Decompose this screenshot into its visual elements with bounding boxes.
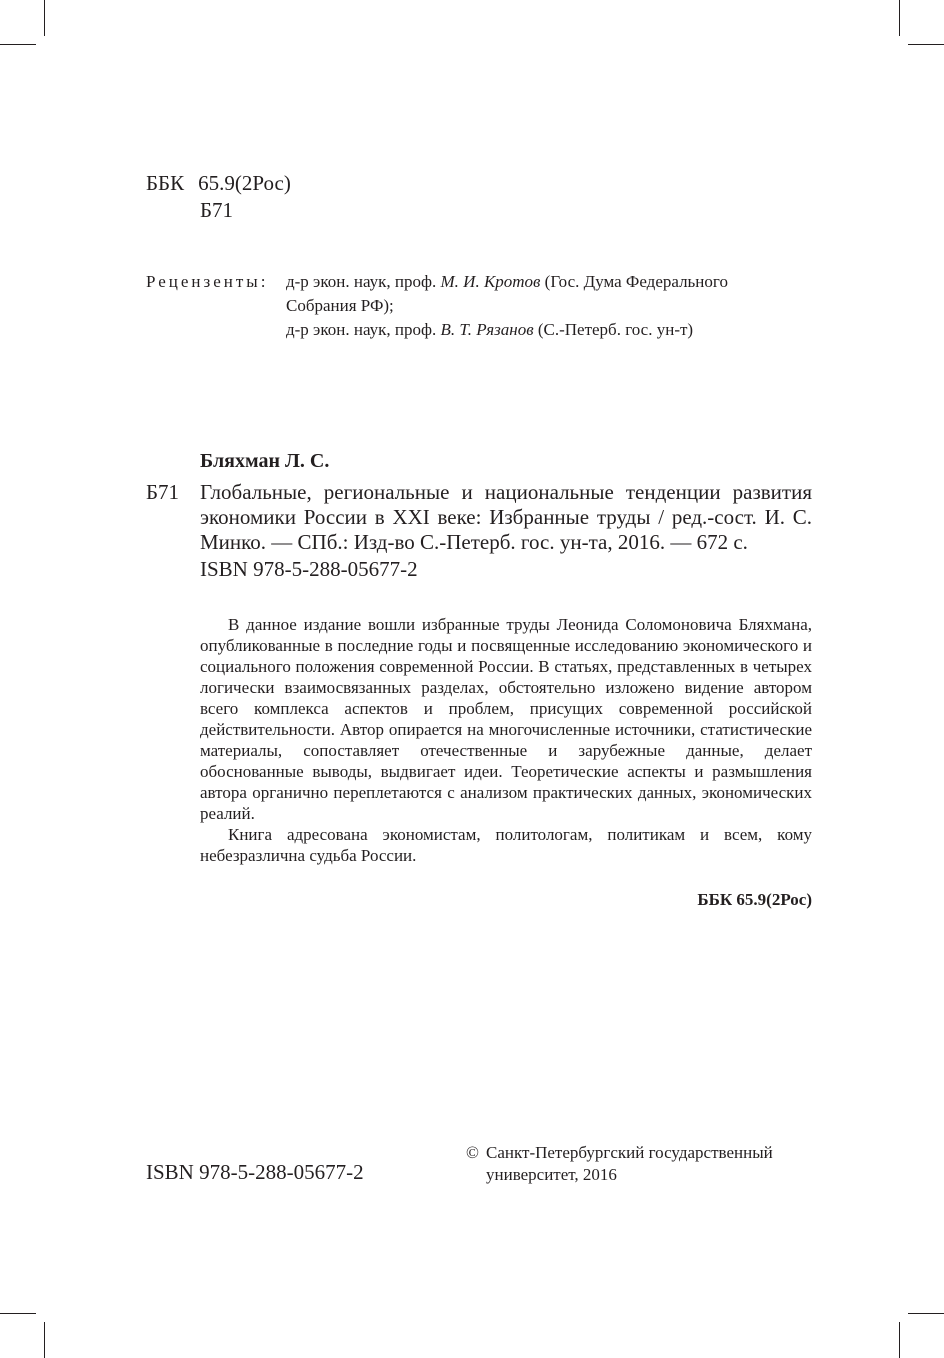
reviewers-label: Рецензенты: (146, 272, 269, 291)
reviewer-2-degree: д-р экон. наук, проф. (286, 320, 441, 339)
reviewer-2-line (286, 318, 814, 342)
crop-mark-bottom-left-horizontal (0, 1313, 36, 1314)
bbk-classification (146, 170, 291, 224)
annotation-paragraph-2: Книга адресована экономистам, политологам, политикам и всем, кому небезразлична судьба России. (200, 825, 812, 865)
entry-title: Глобальные, региональные и национальные тенденции развития экономики России в XXI веке: Избранные труды / ред.-сост. И. С. Минко. — СПб.: Изд-во С.-Петерб. гос. ун-та, 2016. — 672 с. (200, 480, 812, 554)
reviewer-1-affiliation: (Гос. Дума Федерального (540, 272, 728, 291)
copyright-line-1: Санкт-Петербургский государственный (486, 1143, 773, 1162)
author-sign: Б71 (200, 198, 234, 222)
crop-mark-top-right-horizontal (908, 44, 944, 45)
crop-mark-bottom-right-vertical (899, 1322, 900, 1358)
annotation-paragraph-1: В данное издание вошли избранные труды Леонида Соломоновича Бляхмана, опубликованные в последние годы и посвященные исследованию экономического и социального положения современной России. В статьях, представленных в четырех логически взаимосвязанных разделах, обстоятельно изложено видение автором всего комплекса аспектов и проблем, присущих современной российской действительности. Автор опирается на многочисленные источники, статистические материалы, сопоставляет отечественные и зарубежные данные, делает обоснованные выводы, выдвигает идеи. Теоретические аспекты и размышления автора органично переплетаются с анализом практических данных, экономических реалий. (200, 615, 812, 823)
reviewer-1-line-2: Собрания РФ); (286, 296, 394, 315)
reviewer-1-line-1 (286, 270, 814, 294)
annotation (200, 614, 812, 866)
reviewer-2-affiliation: (С.-Петерб. гос. ун-т) (533, 320, 694, 339)
crop-mark-top-right-vertical (899, 0, 900, 36)
entry-isbn: ISBN 978-5-288-05677-2 (200, 557, 418, 581)
copyright-symbol: © (466, 1143, 479, 1162)
footer-isbn: ISBN 978-5-288-05677-2 (146, 1160, 364, 1184)
bibliographic-entry (146, 480, 812, 582)
crop-mark-top-left-horizontal (0, 44, 36, 45)
reviewer-1-degree: д-р экон. наук, проф. (286, 272, 441, 291)
reviewers-block (146, 270, 814, 342)
bbk-bottom: ББК 65.9(2Рос) (697, 890, 812, 909)
bbk-label: ББК (146, 171, 185, 195)
reviewers-list (286, 270, 814, 342)
crop-mark-bottom-right-horizontal (908, 1313, 944, 1314)
reviewer-1-name: М. И. Кротов (440, 272, 541, 291)
entry-cutter: Б71 (146, 480, 180, 504)
bbk-code: 65.9(2Рос) (198, 171, 291, 195)
crop-mark-top-left-vertical (44, 0, 45, 36)
author-heading: Бляхман Л. С. (200, 450, 330, 472)
copyright-notice (466, 1142, 814, 1186)
crop-mark-bottom-left-vertical (44, 1322, 45, 1358)
copyright-line-2: университет, 2016 (486, 1165, 617, 1184)
reviewer-2-name: В. Т. Рязанов (440, 320, 534, 339)
